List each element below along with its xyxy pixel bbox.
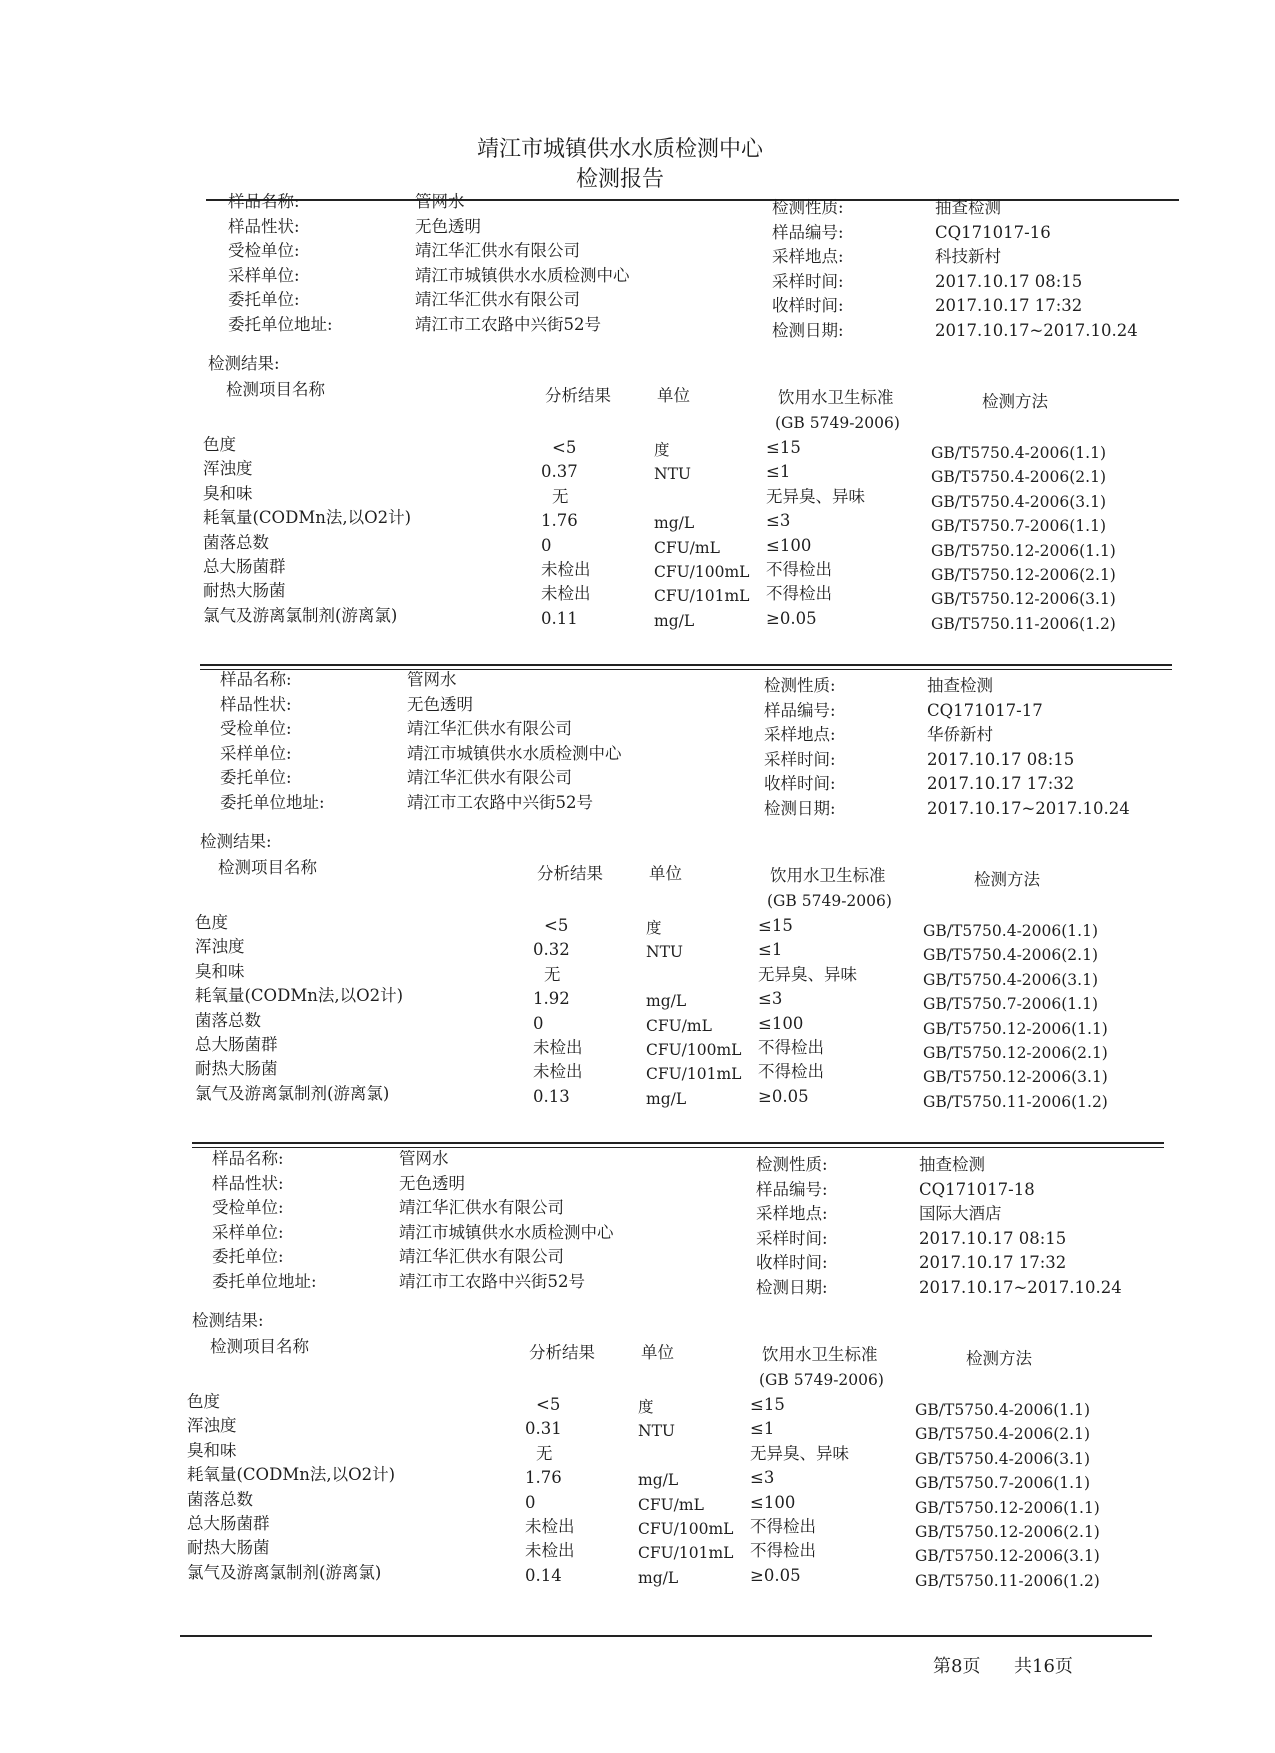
label-receive-time: 收样时间: bbox=[756, 1253, 828, 1273]
inspected-unit-value: 靖江华汇供水有限公司 bbox=[399, 1198, 564, 1218]
cell-unit: CFU/100mL bbox=[646, 1041, 742, 1059]
cell-standard: 不得检出 bbox=[758, 1038, 824, 1057]
cell-result: 1.92 bbox=[533, 989, 570, 1009]
col-header-unit: 单位 bbox=[641, 1343, 674, 1362]
cell-result: 0.13 bbox=[533, 1086, 570, 1106]
cell-item: 浑浊度 bbox=[203, 459, 253, 479]
cell-result: 未检出 bbox=[533, 1062, 583, 1082]
cell-item: 耗氧量(CODMn法,以O2计) bbox=[187, 1465, 396, 1485]
cell-item: 耐热大肠菌 bbox=[187, 1538, 270, 1558]
cell-method: GB/T5750.7-2006(1.1) bbox=[915, 1474, 1090, 1493]
cell-item: 色度 bbox=[195, 913, 228, 932]
cell-unit: CFU/100mL bbox=[654, 563, 750, 581]
label-sampling-site: 采样地点: bbox=[756, 1204, 828, 1224]
col-header-result: 分析结果 bbox=[529, 1343, 595, 1362]
cell-result: 无 bbox=[544, 964, 561, 984]
col-header-standard: 饮用水卫生标准 bbox=[778, 388, 894, 407]
cell-unit: mg/L bbox=[638, 1568, 679, 1587]
cell-item: 臭和味 bbox=[195, 961, 245, 981]
cell-unit: CFU/mL bbox=[638, 1495, 704, 1514]
col-header-item: 检测项目名称 bbox=[218, 858, 317, 877]
label-client-unit: 委托单位: bbox=[228, 290, 300, 310]
cell-item: 菌落总数 bbox=[187, 1489, 253, 1509]
label-test-nature: 检测性质: bbox=[764, 676, 836, 695]
cell-method: GB/T5750.4-2006(1.1) bbox=[923, 922, 1098, 940]
cell-result: 未检出 bbox=[525, 1541, 575, 1561]
cell-standard: ≤1 bbox=[750, 1419, 775, 1439]
cell-method: GB/T5750.4-2006(1.1) bbox=[915, 1401, 1090, 1419]
cell-standard: ≤3 bbox=[758, 989, 783, 1009]
label-inspected-unit: 受检单位: bbox=[220, 719, 292, 739]
client-unit-value: 靖江华汇供水有限公司 bbox=[399, 1247, 564, 1267]
label-sampling-site: 采样地点: bbox=[772, 247, 844, 267]
cell-method: GB/T5750.4-2006(3.1) bbox=[931, 492, 1106, 511]
cell-unit: CFU/100mL bbox=[638, 1520, 734, 1538]
cell-result: 0.31 bbox=[525, 1419, 562, 1439]
label-sample-state: 样品性状: bbox=[212, 1173, 284, 1193]
col-header-method: 检测方法 bbox=[974, 870, 1040, 889]
cell-item: 耗氧量(CODMn法,以O2计) bbox=[195, 986, 404, 1006]
sample-state-value: 无色透明 bbox=[399, 1173, 465, 1193]
cell-method: GB/T5750.12-2006(1.1) bbox=[931, 541, 1116, 560]
cell-unit: CFU/mL bbox=[646, 1016, 712, 1035]
label-sampling-time: 采样时间: bbox=[756, 1228, 828, 1248]
col-header-method: 检测方法 bbox=[966, 1349, 1032, 1368]
cell-unit: mg/L bbox=[646, 1089, 687, 1108]
report-title: 检测报告 bbox=[575, 167, 664, 192]
cell-standard: ≥0.05 bbox=[750, 1565, 801, 1585]
label-sample-no: 样品编号: bbox=[756, 1179, 828, 1199]
label-sample-name: 样品名称: bbox=[212, 1149, 284, 1168]
cell-method: GB/T5750.12-2006(2.1) bbox=[931, 566, 1116, 584]
col-header-method: 检测方法 bbox=[982, 392, 1048, 411]
sampling-time-value: 2017.10.17 08:15 bbox=[927, 749, 1075, 769]
cell-standard: ≥0.05 bbox=[766, 608, 817, 628]
results-label: 检测结果: bbox=[208, 354, 280, 373]
cell-item: 色度 bbox=[187, 1392, 220, 1411]
inspected-unit-value: 靖江华汇供水有限公司 bbox=[407, 719, 572, 739]
label-inspected-unit: 受检单位: bbox=[212, 1198, 284, 1218]
cell-method: GB/T5750.11-2006(1.2) bbox=[931, 614, 1116, 633]
cell-method: GB/T5750.4-2006(2.1) bbox=[923, 946, 1098, 965]
label-sample-no: 样品编号: bbox=[764, 700, 836, 720]
cell-result: 0 bbox=[525, 1492, 536, 1512]
col-header-standard: 饮用水卫生标准 bbox=[770, 866, 886, 885]
cell-method: GB/T5750.4-2006(3.1) bbox=[923, 970, 1098, 989]
cell-unit: NTU bbox=[638, 1422, 675, 1441]
cell-item: 菌落总数 bbox=[195, 1010, 261, 1030]
cell-item: 氯气及游离氯制剂(游离氯) bbox=[203, 605, 398, 625]
label-client-address: 委托单位地址: bbox=[228, 315, 333, 334]
client-address-value: 靖江市工农路中兴街52号 bbox=[399, 1272, 585, 1291]
label-test-date: 检测日期: bbox=[772, 321, 844, 340]
cell-method: GB/T5750.7-2006(1.1) bbox=[931, 517, 1106, 536]
col-header-result: 分析结果 bbox=[545, 386, 611, 405]
cell-result: <5 bbox=[544, 916, 569, 935]
cell-standard: ≤3 bbox=[766, 511, 791, 531]
cell-unit: mg/L bbox=[654, 611, 695, 630]
cell-result: 0 bbox=[541, 535, 552, 555]
sampling-unit-value: 靖江市城镇供水水质检测中心 bbox=[407, 743, 622, 763]
label-test-nature: 检测性质: bbox=[772, 198, 844, 217]
col-header-result: 分析结果 bbox=[537, 864, 603, 883]
cell-result: 0.32 bbox=[533, 940, 570, 960]
col-header-unit: 单位 bbox=[649, 864, 682, 883]
cell-standard: ≤100 bbox=[766, 535, 812, 555]
cell-method: GB/T5750.11-2006(1.2) bbox=[915, 1571, 1100, 1590]
cell-item: 氯气及游离氯制剂(游离氯) bbox=[195, 1083, 390, 1103]
footer-rule bbox=[180, 1635, 1152, 1637]
col-header-item: 检测项目名称 bbox=[210, 1337, 309, 1356]
sampling-time-value: 2017.10.17 08:15 bbox=[919, 1228, 1067, 1248]
cell-result: <5 bbox=[552, 438, 577, 457]
cell-method: GB/T5750.12-2006(3.1) bbox=[915, 1547, 1100, 1566]
page-number: 第8页 bbox=[933, 1656, 981, 1677]
cell-unit: mg/L bbox=[638, 1471, 679, 1490]
cell-unit: NTU bbox=[646, 943, 683, 962]
cell-method: GB/T5750.12-2006(3.1) bbox=[931, 590, 1116, 609]
cell-item: 耐热大肠菌 bbox=[195, 1059, 278, 1079]
sample-name-value: 管网水 bbox=[407, 670, 457, 689]
cell-standard: 无异臭、异味 bbox=[766, 486, 865, 506]
test-nature-value: 抽查检测 bbox=[935, 198, 1001, 217]
label-sampling-unit: 采样单位: bbox=[220, 743, 292, 763]
receive-time-value: 2017.10.17 17:32 bbox=[919, 1253, 1067, 1273]
cell-result: 0 bbox=[533, 1013, 544, 1033]
cell-unit: mg/L bbox=[654, 514, 695, 533]
sample-no-value: CQ171017-16 bbox=[935, 222, 1051, 242]
label-inspected-unit: 受检单位: bbox=[228, 241, 300, 261]
col-header-standard: 饮用水卫生标准 bbox=[762, 1345, 878, 1364]
col-header-standard-sub: (GB 5749-2006) bbox=[775, 414, 900, 432]
cell-unit: mg/L bbox=[646, 992, 687, 1011]
cell-result: 1.76 bbox=[541, 511, 578, 531]
label-sample-name: 样品名称: bbox=[228, 192, 300, 211]
cell-item: 臭和味 bbox=[203, 483, 253, 503]
label-receive-time: 收样时间: bbox=[772, 296, 844, 316]
cell-item: 菌落总数 bbox=[203, 532, 269, 552]
results-label: 检测结果: bbox=[200, 832, 272, 851]
cell-method: GB/T5750.12-2006(2.1) bbox=[915, 1523, 1100, 1541]
cell-item: 浑浊度 bbox=[187, 1416, 237, 1436]
cell-unit: NTU bbox=[654, 465, 691, 484]
cell-method: GB/T5750.11-2006(1.2) bbox=[923, 1092, 1108, 1111]
cell-item: 总大肠菌群 bbox=[203, 557, 286, 576]
receive-time-value: 2017.10.17 17:32 bbox=[935, 296, 1083, 316]
cell-standard: ≤3 bbox=[750, 1468, 775, 1488]
sampling-site-value: 科技新村 bbox=[935, 247, 1001, 267]
cell-method: GB/T5750.12-2006(1.1) bbox=[915, 1498, 1100, 1517]
cell-item: 耐热大肠菌 bbox=[203, 581, 286, 601]
cell-result: 未检出 bbox=[541, 560, 591, 579]
cell-method: GB/T5750.12-2006(1.1) bbox=[923, 1019, 1108, 1038]
client-unit-value: 靖江华汇供水有限公司 bbox=[415, 290, 580, 310]
cell-item: 总大肠菌群 bbox=[195, 1035, 278, 1054]
cell-standard: ≤15 bbox=[758, 916, 793, 935]
client-address-value: 靖江市工农路中兴街52号 bbox=[407, 793, 593, 812]
label-sampling-site: 采样地点: bbox=[764, 725, 836, 745]
label-test-date: 检测日期: bbox=[764, 799, 836, 818]
col-header-unit: 单位 bbox=[657, 386, 690, 405]
sample-name-value: 管网水 bbox=[399, 1149, 449, 1168]
label-test-nature: 检测性质: bbox=[756, 1155, 828, 1174]
cell-result: 无 bbox=[536, 1443, 553, 1463]
cell-result: 0.14 bbox=[525, 1565, 562, 1585]
col-header-item: 检测项目名称 bbox=[226, 380, 325, 399]
label-sample-state: 样品性状: bbox=[220, 694, 292, 714]
cell-standard: ≤100 bbox=[750, 1492, 796, 1512]
cell-standard: 不得检出 bbox=[766, 584, 832, 604]
test-nature-value: 抽查检测 bbox=[919, 1155, 985, 1174]
cell-unit: 度 bbox=[638, 1398, 654, 1416]
cell-item: 浑浊度 bbox=[195, 937, 245, 957]
col-header-standard-sub: (GB 5749-2006) bbox=[767, 892, 892, 910]
sampling-site-value: 华侨新村 bbox=[927, 725, 993, 745]
cell-standard: 不得检出 bbox=[758, 1062, 824, 1082]
label-sampling-unit: 采样单位: bbox=[228, 265, 300, 285]
cell-method: GB/T5750.12-2006(2.1) bbox=[923, 1044, 1108, 1062]
cell-standard: ≤100 bbox=[758, 1013, 804, 1033]
label-client-address: 委托单位地址: bbox=[220, 793, 325, 812]
test-date-value: 2017.10.17~2017.10.24 bbox=[935, 321, 1138, 340]
cell-method: GB/T5750.7-2006(1.1) bbox=[923, 995, 1098, 1014]
inspected-unit-value: 靖江华汇供水有限公司 bbox=[415, 241, 580, 261]
label-sampling-time: 采样时间: bbox=[764, 749, 836, 769]
cell-unit: CFU/101mL bbox=[646, 1065, 742, 1084]
cell-standard: 不得检出 bbox=[750, 1541, 816, 1561]
cell-unit: CFU/101mL bbox=[654, 587, 750, 606]
cell-standard: ≤15 bbox=[766, 438, 801, 457]
test-date-value: 2017.10.17~2017.10.24 bbox=[927, 799, 1130, 818]
cell-standard: 不得检出 bbox=[766, 560, 832, 579]
cell-standard: 无异臭、异味 bbox=[758, 964, 857, 984]
sample-state-value: 无色透明 bbox=[407, 694, 473, 714]
test-date-value: 2017.10.17~2017.10.24 bbox=[919, 1278, 1122, 1297]
sampling-site-value: 国际大酒店 bbox=[919, 1204, 1002, 1224]
cell-result: 未检出 bbox=[533, 1038, 583, 1057]
sample-no-value: CQ171017-18 bbox=[919, 1179, 1035, 1199]
label-test-date: 检测日期: bbox=[756, 1278, 828, 1297]
label-receive-time: 收样时间: bbox=[764, 774, 836, 794]
sample-name-value: 管网水 bbox=[415, 192, 465, 211]
cell-method: GB/T5750.4-2006(3.1) bbox=[915, 1449, 1090, 1468]
cell-method: GB/T5750.4-2006(2.1) bbox=[931, 468, 1106, 487]
sampling-unit-value: 靖江市城镇供水水质检测中心 bbox=[415, 265, 630, 285]
cell-item: 耗氧量(CODMn法,以O2计) bbox=[203, 508, 412, 528]
cell-unit: CFU/101mL bbox=[638, 1544, 734, 1563]
report-org-title: 靖江市城镇供水水质检测中心 bbox=[476, 137, 763, 162]
cell-item: 氯气及游离氯制剂(游离氯) bbox=[187, 1562, 382, 1582]
test-nature-value: 抽查检测 bbox=[927, 676, 993, 695]
sampling-unit-value: 靖江市城镇供水水质检测中心 bbox=[399, 1222, 614, 1242]
sampling-time-value: 2017.10.17 08:15 bbox=[935, 271, 1083, 291]
label-sampling-unit: 采样单位: bbox=[212, 1222, 284, 1242]
label-client-unit: 委托单位: bbox=[220, 768, 292, 788]
receive-time-value: 2017.10.17 17:32 bbox=[927, 774, 1075, 794]
cell-result: 无 bbox=[552, 486, 569, 506]
section-separator bbox=[192, 1142, 1164, 1144]
cell-method: GB/T5750.12-2006(3.1) bbox=[923, 1068, 1108, 1087]
results-label: 检测结果: bbox=[192, 1311, 264, 1330]
cell-standard: 不得检出 bbox=[750, 1517, 816, 1536]
cell-unit: 度 bbox=[646, 919, 662, 937]
cell-standard: 无异臭、异味 bbox=[750, 1443, 849, 1463]
client-unit-value: 靖江华汇供水有限公司 bbox=[407, 768, 572, 788]
cell-unit: CFU/mL bbox=[654, 538, 720, 557]
cell-result: 1.76 bbox=[525, 1468, 562, 1488]
sample-state-value: 无色透明 bbox=[415, 216, 481, 236]
cell-item: 色度 bbox=[203, 435, 236, 454]
cell-result: 0.11 bbox=[541, 608, 578, 628]
cell-result: 未检出 bbox=[541, 584, 591, 604]
label-sample-no: 样品编号: bbox=[772, 222, 844, 242]
label-client-unit: 委托单位: bbox=[212, 1247, 284, 1267]
cell-standard: ≤1 bbox=[766, 462, 791, 482]
section-separator bbox=[200, 664, 1172, 666]
label-sampling-time: 采样时间: bbox=[772, 271, 844, 291]
label-sample-state: 样品性状: bbox=[228, 216, 300, 236]
cell-result: 0.37 bbox=[541, 462, 578, 482]
cell-result: <5 bbox=[536, 1395, 561, 1414]
page-total: 共16页 bbox=[1014, 1656, 1073, 1677]
sample-no-value: CQ171017-17 bbox=[927, 700, 1043, 720]
cell-standard: ≥0.05 bbox=[758, 1086, 809, 1106]
cell-standard: ≤15 bbox=[750, 1395, 785, 1414]
cell-unit: 度 bbox=[654, 441, 670, 459]
cell-result: 未检出 bbox=[525, 1517, 575, 1536]
cell-item: 臭和味 bbox=[187, 1440, 237, 1460]
label-client-address: 委托单位地址: bbox=[212, 1272, 317, 1291]
cell-method: GB/T5750.4-2006(2.1) bbox=[915, 1425, 1090, 1444]
label-sample-name: 样品名称: bbox=[220, 670, 292, 689]
cell-method: GB/T5750.4-2006(1.1) bbox=[931, 444, 1106, 462]
cell-item: 总大肠菌群 bbox=[187, 1514, 270, 1533]
cell-standard: ≤1 bbox=[758, 940, 783, 960]
client-address-value: 靖江市工农路中兴街52号 bbox=[415, 315, 601, 334]
col-header-standard-sub: (GB 5749-2006) bbox=[759, 1371, 884, 1389]
